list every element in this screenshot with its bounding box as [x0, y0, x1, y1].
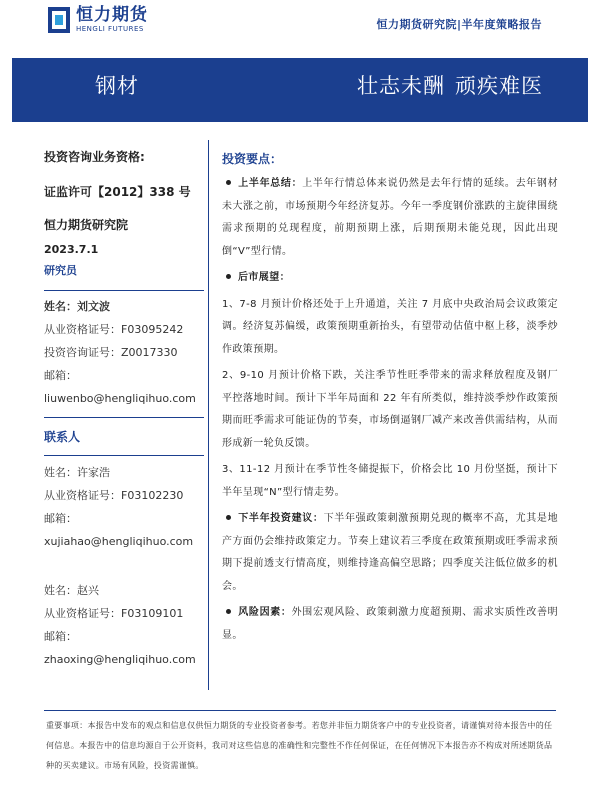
- contact-2-cert: 从业资格证号：F03109101: [44, 607, 184, 620]
- title-banner: [12, 46, 588, 122]
- contact-1-email[interactable]: xujiahao@hengliqihuo.com: [44, 535, 194, 548]
- report-title: [347, 70, 543, 100]
- sector-label: 钢材: [95, 74, 139, 98]
- brand: [76, 6, 148, 34]
- bullet-icon: [226, 609, 231, 614]
- contact-1-name: 姓名：许家浩: [44, 466, 110, 479]
- summary-text: 上半年行情总体来说仍然是去年行情的延续。去年钢材未大涨之前，市场预期今年经济复苏。今年一季度钢价涨跌的主旋律围绕需求预期的兑现程度，前期预期上涨，后期预期未能兑现，因此出现倒“V”型行情。: [222, 178, 558, 257]
- outlook-3: 3、11-12 月预计在季节性冬储提振下，价格会比 10 月份坚挺，预计下半年呈现“N”型行情走势。: [222, 464, 558, 498]
- page-header: [0, 0, 600, 46]
- investment-points-title: 投资要点：: [222, 152, 283, 166]
- risk-text: 外围宏观风险、政策刺激力度超预期、需求实质性改善明显。: [222, 607, 559, 641]
- contact-spacer: [44, 548, 204, 574]
- researcher-heading: 研究员: [44, 262, 204, 291]
- sidebar-divider: [44, 417, 204, 418]
- title-part-1: 壮志未酬: [357, 74, 445, 98]
- risk-paragraph: [222, 602, 558, 647]
- brand-en: HENGLI FUTURES: [76, 25, 144, 33]
- qualification-cert: 证监许可【2012】338 号: [44, 185, 191, 199]
- contact-1-cert: 从业资格证号：F03102230: [44, 489, 184, 502]
- contact-2-name: 姓名：赵兴: [44, 584, 99, 597]
- bullet-icon: [226, 274, 231, 279]
- report-tag: 恒力期货研究院|半年度策略报告: [376, 18, 542, 31]
- hengli-logo-icon: [48, 7, 70, 33]
- outlook-label: 后市展望：: [238, 272, 290, 283]
- column-divider: [208, 140, 209, 690]
- institute-name: 恒力期货研究院: [44, 218, 129, 232]
- contacts-heading: 联系人: [44, 428, 204, 456]
- main-content: [222, 150, 558, 647]
- footer-divider: [44, 710, 556, 711]
- report-date: 2023.7.1: [44, 243, 99, 256]
- brand-cn: 恒力期货: [76, 5, 148, 25]
- advice-label: 下半年投资建议：: [238, 513, 324, 524]
- advice-text: 下半年强政策刺激预期兑现的概率不高，尤其是地产方面仍会维持政策定力。节奏上建议若三季度在政策预期或旺季需求预期下提前透支行情高度，则维持逢高偏空思路；四季度关注低位做多的机会。: [222, 513, 558, 592]
- researcher-cert: 从业资格证号：F03095242: [44, 323, 184, 336]
- researcher-name: 姓名：刘文波: [44, 300, 110, 313]
- summary-label: 上半年总结：: [238, 178, 303, 189]
- qualification-label: 投资咨询业务资格:: [44, 150, 145, 164]
- researcher-email-label: 邮箱：: [44, 369, 77, 382]
- contact-2-email-label: 邮箱：: [44, 630, 77, 643]
- outlook-1: 1、7-8 月预计价格还处于上升通道，关注 7 月底中央政治局会议政策定调。经济复苏偏缓，政策预期重新抬头，有望带动估值中枢上移，淡季炒作政策预期。: [222, 298, 558, 355]
- risk-label: 风险因素：: [238, 607, 292, 618]
- researcher-email[interactable]: liuwenbo@hengliqihuo.com: [44, 392, 196, 405]
- contact-2-email[interactable]: zhaoxing@hengliqihuo.com: [44, 653, 196, 666]
- bullet-icon: [226, 180, 231, 185]
- researcher-consult-cert: 投资咨询证号：Z0017330: [44, 346, 178, 359]
- bullet-icon: [226, 515, 231, 520]
- contact-1-email-label: 邮箱：: [44, 512, 77, 525]
- advice-paragraph: [222, 508, 558, 598]
- outlook-heading: [222, 267, 558, 290]
- sidebar: [44, 140, 204, 666]
- summary-paragraph: [222, 173, 558, 263]
- title-part-2: 顽疾难医: [455, 74, 543, 98]
- outlook-2: 2、9-10 月预计价格下跌，关注季节性旺季带来的需求释放程度及钢厂平控落地时间。预计下半年局面和 22 年有所类似，维持淡季炒作政策预期而旺季需求可能证伪的节奏，市场倒逼钢厂减产来改善供需结构，从而形成新一轮负反馈。: [222, 370, 558, 449]
- disclaimer: 重要事项：本报告中发布的观点和信息仅供恒力期货的专业投资者参考。若您并非恒力期货客户中的专业投资者，请谨慎对待本报告中的任何信息。本报告中的信息均源自于公开资料，我司对这些信息的准确性和完整性不作任何保证，在任何情况下本报告亦不构成对所述期货品种的买卖建议。市场有风险，投资需谨慎。: [46, 721, 553, 770]
